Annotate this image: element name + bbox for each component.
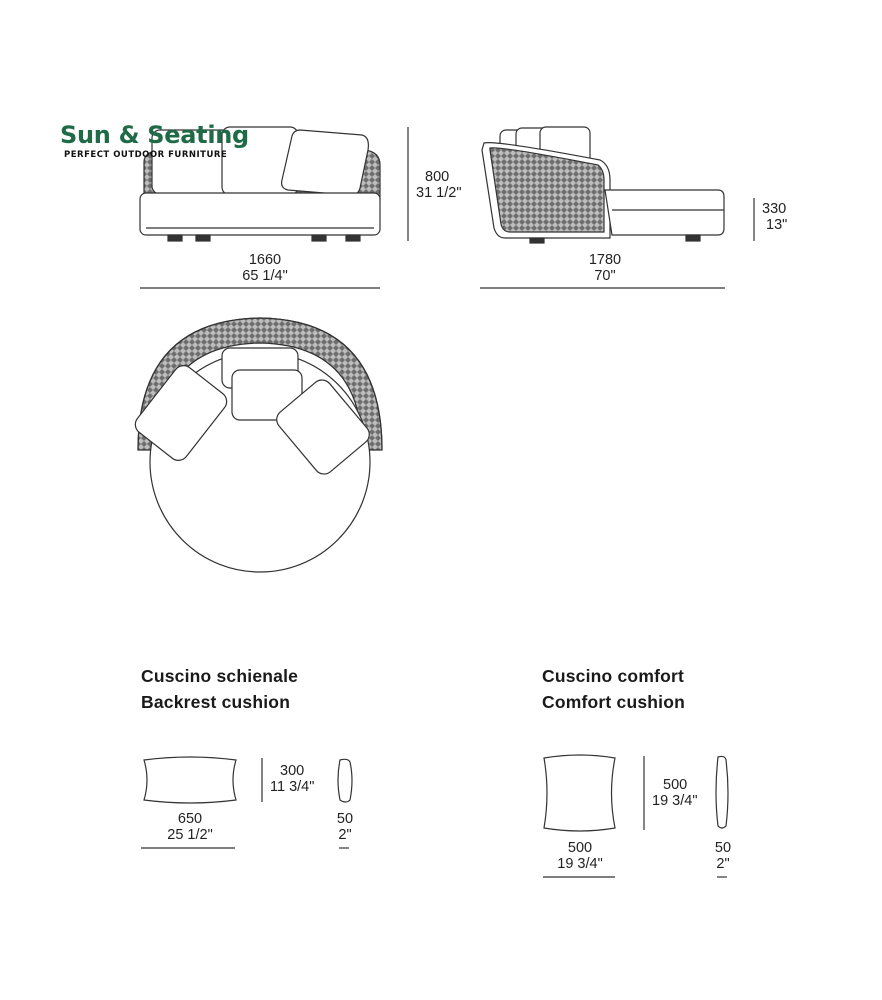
front-foot	[346, 235, 360, 241]
front-height-in: 31 1/2"	[416, 185, 462, 201]
brand-tagline: PERFECT OUTDOOR FURNITURE	[64, 150, 228, 160]
brand-name: Sun & Seating	[60, 121, 249, 149]
side-depth-mm: 1780	[588, 252, 622, 268]
backrest-thickness-label	[325, 811, 365, 843]
front-foot	[312, 235, 326, 241]
side-seat-label	[762, 201, 787, 233]
front-width-in: 65 1/4"	[242, 268, 288, 284]
front-right-cushion	[282, 130, 369, 195]
top-view	[131, 318, 382, 572]
front-foot	[168, 235, 182, 241]
backrest-cushion-front	[144, 757, 236, 803]
backrest-title-en: Backrest cushion	[141, 692, 291, 712]
backrest-width-label	[145, 811, 235, 843]
side-foot	[530, 238, 544, 243]
comfort-width-mm: 500	[567, 840, 593, 856]
comfort-cushion-side	[716, 756, 728, 828]
front-height-mm: 800	[425, 169, 450, 185]
backrest-thickness-in: 2"	[338, 827, 352, 843]
comfort-thickness-label	[703, 840, 743, 872]
backrest-title-it: Cuscino schienale	[141, 666, 299, 686]
front-width-mm: 1660	[248, 252, 282, 268]
backrest-cushion-heading	[141, 663, 298, 715]
backrest-width-mm: 650	[177, 811, 203, 827]
comfort-cushion-drawing	[544, 755, 728, 831]
front-foot	[196, 235, 210, 241]
backrest-height-mm: 300	[280, 763, 305, 779]
side-seat-mm: 330	[762, 201, 787, 217]
side-view	[482, 127, 724, 243]
backrest-thickness-mm: 50	[336, 811, 354, 827]
backrest-height-label	[270, 763, 314, 795]
side-seat-in: 13"	[766, 217, 788, 233]
front-width-label	[215, 252, 315, 284]
brand-logo	[60, 120, 249, 160]
front-seat	[140, 193, 380, 235]
comfort-cushion-front	[544, 755, 615, 831]
side-depth-label	[555, 252, 655, 284]
comfort-title-en: Comfort cushion	[542, 692, 685, 712]
backrest-height-in: 11 3/4"	[270, 779, 315, 795]
comfort-thickness-in: 2"	[716, 856, 730, 872]
comfort-thickness-mm: 50	[714, 840, 732, 856]
backrest-width-in: 25 1/2"	[167, 827, 213, 843]
comfort-title-it: Cuscino comfort	[542, 666, 685, 686]
backrest-cushion-side	[338, 759, 352, 802]
side-depth-in: 70"	[594, 268, 616, 284]
comfort-cushion-heading	[542, 663, 685, 715]
comfort-height-mm: 500	[663, 777, 688, 793]
comfort-height-label	[652, 777, 697, 809]
comfort-height-in: 19 3/4"	[652, 793, 698, 809]
side-foot	[686, 235, 700, 241]
backrest-cushion-drawing	[144, 757, 352, 803]
front-height-label	[416, 169, 461, 201]
comfort-width-in: 19 3/4"	[557, 856, 603, 872]
comfort-width-label	[535, 840, 625, 872]
side-seat	[605, 190, 724, 235]
